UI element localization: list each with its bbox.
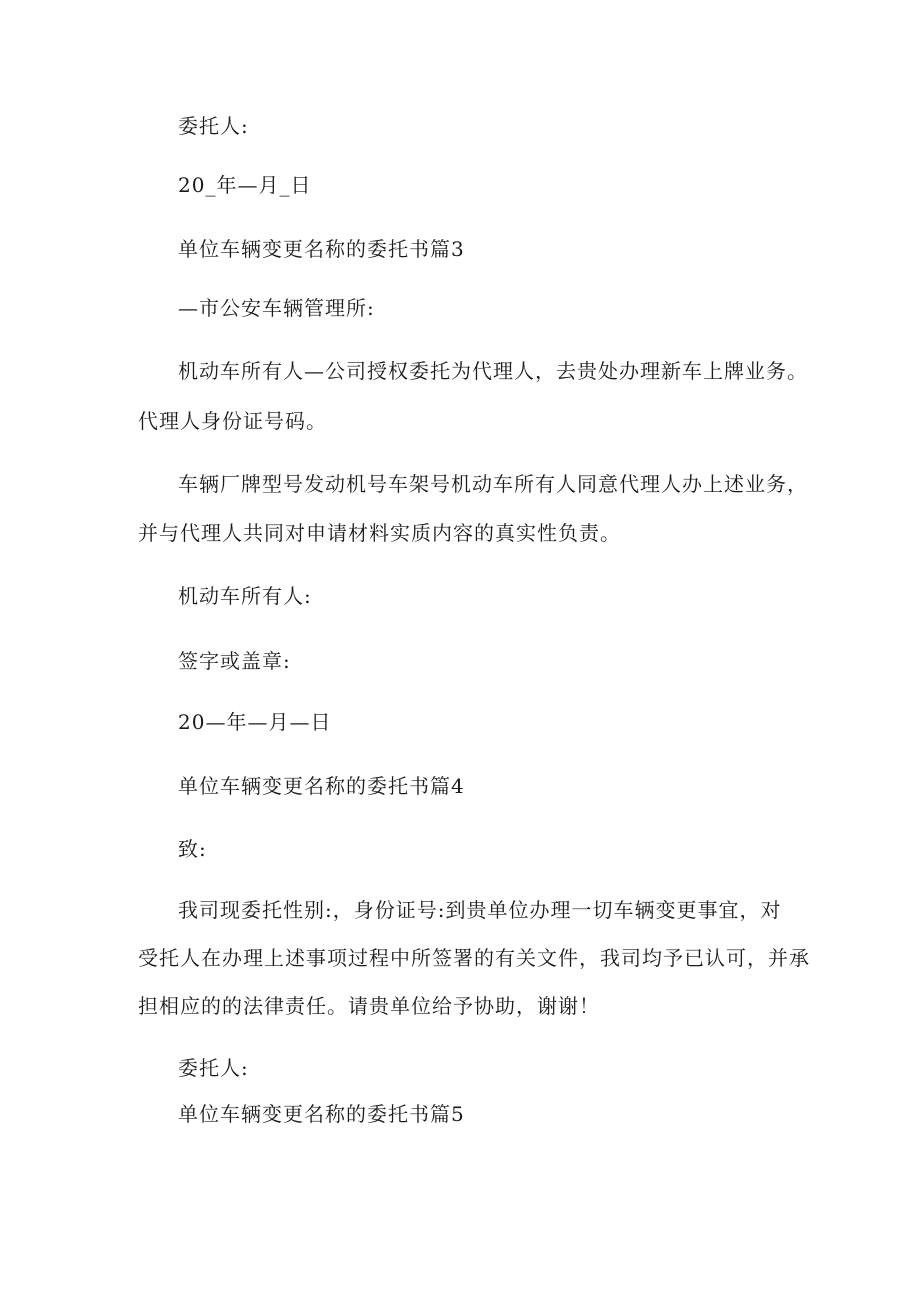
principal-label: 委托人: — [178, 1056, 249, 1080]
section-heading-4: 单位车辆变更名称的委托书篇4 — [178, 774, 465, 798]
date-line: 20—年—月—日 — [178, 710, 332, 734]
vehicle-owner-label: 机动车所有人: — [178, 584, 312, 608]
principal-label: 委托人: — [178, 114, 249, 138]
salutation-line: 致: — [178, 837, 207, 861]
date-line: 20_年—月_日 — [178, 173, 312, 197]
body-paragraph-line: 受托人在办理上述事项过程中所签署的有关文件，我司均予已认可，并承 — [138, 946, 810, 970]
section-heading-5: 单位车辆变更名称的委托书篇5 — [178, 1102, 465, 1126]
body-paragraph-line: 机动车所有人—公司授权委托为代理人，去贵处办理新车上牌业务。 — [178, 359, 808, 383]
body-paragraph-line: 担相应的的法律责任。请贵单位给予协助，谢谢！ — [138, 994, 600, 1018]
body-paragraph-line: 并与代理人共同对申请材料实质内容的真实性负责。 — [138, 521, 621, 545]
body-paragraph-line: 我司现委托性别:，身份证号:到贵单位办理一切车辆变更事宜，对 — [178, 898, 782, 922]
recipient-line: —市公安车辆管理所: — [178, 296, 375, 320]
body-paragraph-line: 代理人身份证号码。 — [138, 409, 327, 433]
section-heading-3: 单位车辆变更名称的委托书篇3 — [178, 237, 465, 261]
body-paragraph-line: 车辆厂牌型号发动机号车架号机动车所有人同意代理人办上述业务， — [178, 472, 808, 496]
signature-label: 签字或盖章: — [178, 649, 291, 673]
